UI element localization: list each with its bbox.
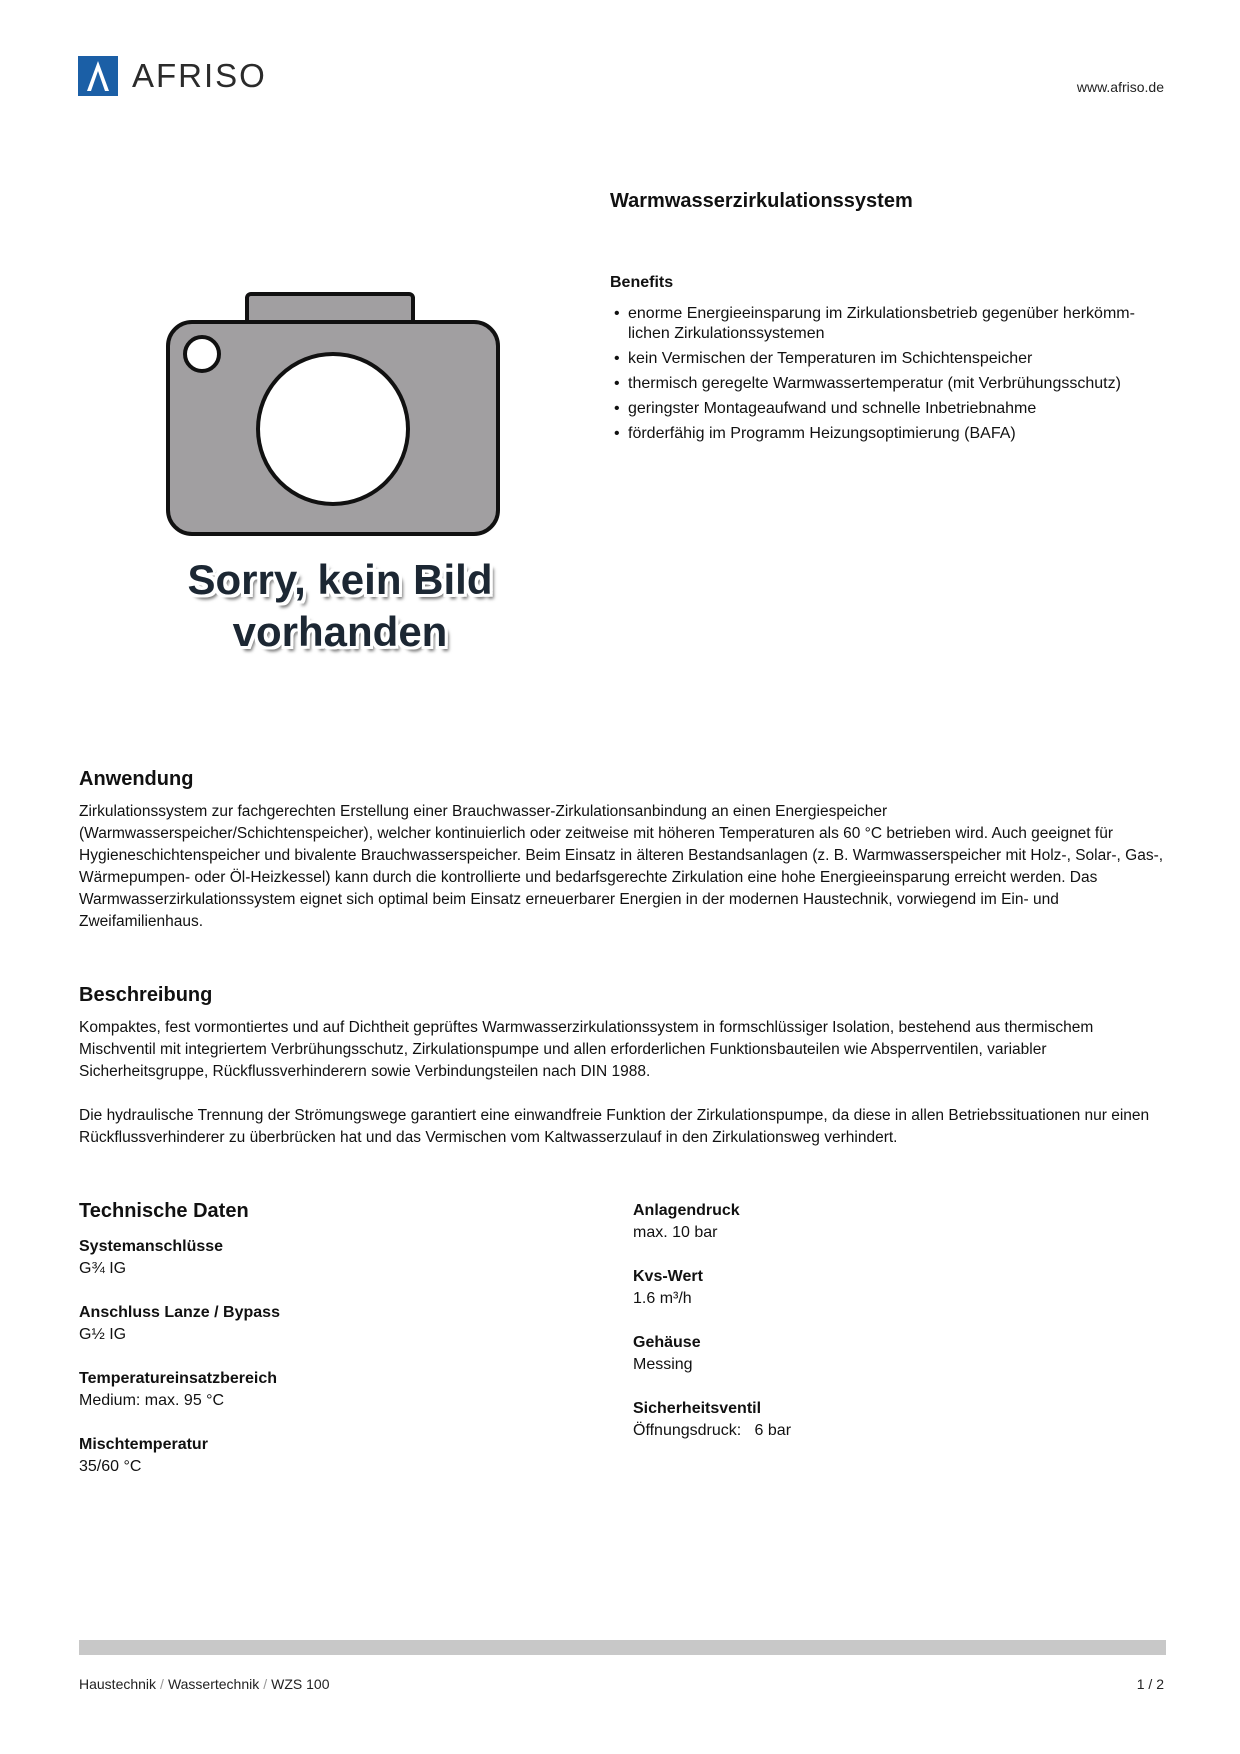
- website-link[interactable]: www.afriso.de: [1076, 79, 1164, 95]
- benefits-title: Benefits: [610, 274, 674, 291]
- no-image-placeholder: [160, 292, 520, 672]
- spec-value: Medium: max. 95 °C: [79, 1392, 225, 1409]
- spec-item: [79, 1368, 559, 1412]
- spec-label: Mischtemperatur: [79, 1436, 208, 1453]
- anwendung-title: Anwendung: [79, 768, 194, 790]
- beschreibung-paragraph-1: Kompaktes, fest vormontiertes und auf Dichtheit geprüftes Warmwasserzirkulationssystem in formschlüssiger Isolation, bestehend aus thermischem Mischventil mit integriertem Verbrühungsschutz, Zirkulationspumpe und allen erforderlichen Funktionsbauteilen wie Absperrventilen, variabler Sicherheitsgruppe, Rückflussverhinderern sowie Verbindungsteilen nach DIN 1988.: [79, 1019, 1094, 1080]
- beschreibung-title: Beschreibung: [79, 984, 213, 1006]
- spec-value: 1.6 m³/h: [633, 1290, 692, 1307]
- breadcrumb-separator: /: [263, 1676, 268, 1692]
- spec-item: [79, 1434, 559, 1478]
- breadcrumb-separator: /: [160, 1676, 164, 1692]
- brand-name: AFRISO: [132, 57, 267, 94]
- breadcrumb-item: WZS 100: [271, 1676, 330, 1692]
- spec-value: Messing: [633, 1356, 693, 1373]
- afriso-logo: [78, 56, 267, 96]
- spec-label: Gehäuse: [633, 1334, 701, 1351]
- spec-label: Anlagendruck: [633, 1202, 740, 1219]
- no-image-text: [160, 554, 520, 658]
- spec-item: [633, 1398, 1113, 1442]
- spec-value: Öffnungsdruck: 6 bar: [633, 1422, 792, 1439]
- anwendung-text: Zirkulationssystem zur fachgerechten Erstellung einer Brauchwasser-Zirkulationsanbindung an einen Energiespeicher (Warmwasserspeicher/Schichtenspeicher), welcher kontinuierlich oder zeitweise mit höheren Temperaturen als 60 °C betrieben wird. Auch geeignet für Hygieneschichtenspeicher und bivalente Brauchwasserspeicher. Beim Einsatz in älteren Bestandsanlagen (z. B. Warmwasserspeicher mit Holz-, Solar-, Gas-, Wärmepumpen- oder Öl-Heizkessel) kann durch die kontrollierte und bedarfsgerechte Zirkulation eine hohe Energieeinsparung erreicht werden. Das Warmwasserzirkulationssystem eignet sich optimal beim Einsatz erneuerbarer Energien in der modernen Haustechnik, vorwiegend im Ein- und Zweifamilienhaus.: [79, 803, 1164, 930]
- spec-item: [633, 1266, 1113, 1310]
- beschreibung-section: [79, 984, 1166, 1149]
- benefit-item: • enorme Energieeinsparung im Zirkulationsbetrieb gegenüber herkömm-lichen Zirkulationssystemen: [610, 304, 1170, 344]
- spec-label: Kvs-Wert: [633, 1268, 703, 1285]
- footer-divider: [79, 1640, 1166, 1655]
- spec-label: Sicherheitsventil: [633, 1400, 762, 1417]
- spec-item: [79, 1236, 559, 1280]
- no-image-line-1: Sorry, kein Bild: [187, 556, 493, 603]
- spec-value: 35/60 °C: [79, 1458, 142, 1475]
- technische-daten-right-column: [633, 1200, 1113, 1464]
- benefit-item: • thermisch geregelte Warmwassertemperatur (mit Verbrühungsschutz): [610, 374, 1170, 394]
- spec-item: [633, 1200, 1113, 1244]
- benefit-item: • geringster Montageaufwand und schnelle Inbetriebnahme: [610, 399, 1170, 419]
- technische-daten-title: Technische Daten: [79, 1200, 249, 1222]
- technische-daten-left-column: [79, 1236, 559, 1500]
- benefits-section: [610, 274, 1170, 449]
- product-title: Warmwasserzirkulationssystem: [610, 190, 913, 212]
- spec-label: Temperatureinsatzbereich: [79, 1370, 277, 1387]
- breadcrumb: [79, 1676, 329, 1692]
- spec-label: Anschluss Lanze / Bypass: [79, 1304, 280, 1321]
- afriso-logo-icon: [78, 56, 118, 96]
- spec-item: [79, 1302, 559, 1346]
- no-image-line-2: vorhanden: [232, 608, 448, 655]
- spec-item: [633, 1332, 1113, 1376]
- benefits-list: [610, 304, 1170, 444]
- spec-value: G¾ IG: [79, 1260, 127, 1277]
- spec-value: max. 10 bar: [633, 1224, 718, 1241]
- breadcrumb-item[interactable]: Haustechnik: [79, 1676, 157, 1692]
- spec-value: G½ IG: [79, 1326, 127, 1343]
- anwendung-section: [79, 768, 1166, 933]
- benefit-item: • förderfähig im Programm Heizungsoptimierung (BAFA): [610, 424, 1170, 444]
- camera-icon: [160, 292, 520, 542]
- spec-label: Systemanschlüsse: [79, 1238, 224, 1255]
- benefit-item: • kein Vermischen der Temperaturen im Schichtenspeicher: [610, 349, 1170, 369]
- page-number: 1 / 2: [1136, 1676, 1164, 1692]
- beschreibung-paragraph-2: Die hydraulische Trennung der Strömungswege garantiert eine einwandfreie Funktion der Zirkulationspumpe, da diese in allen Betriebssituationen nur einen Rückflussverhinderer zu überbrücken hat und das Vermischen vom Kaltwasserzulauf in den Zirkulationsweg verhindert.: [79, 1107, 1150, 1146]
- breadcrumb-item[interactable]: Wassertechnik: [167, 1676, 260, 1692]
